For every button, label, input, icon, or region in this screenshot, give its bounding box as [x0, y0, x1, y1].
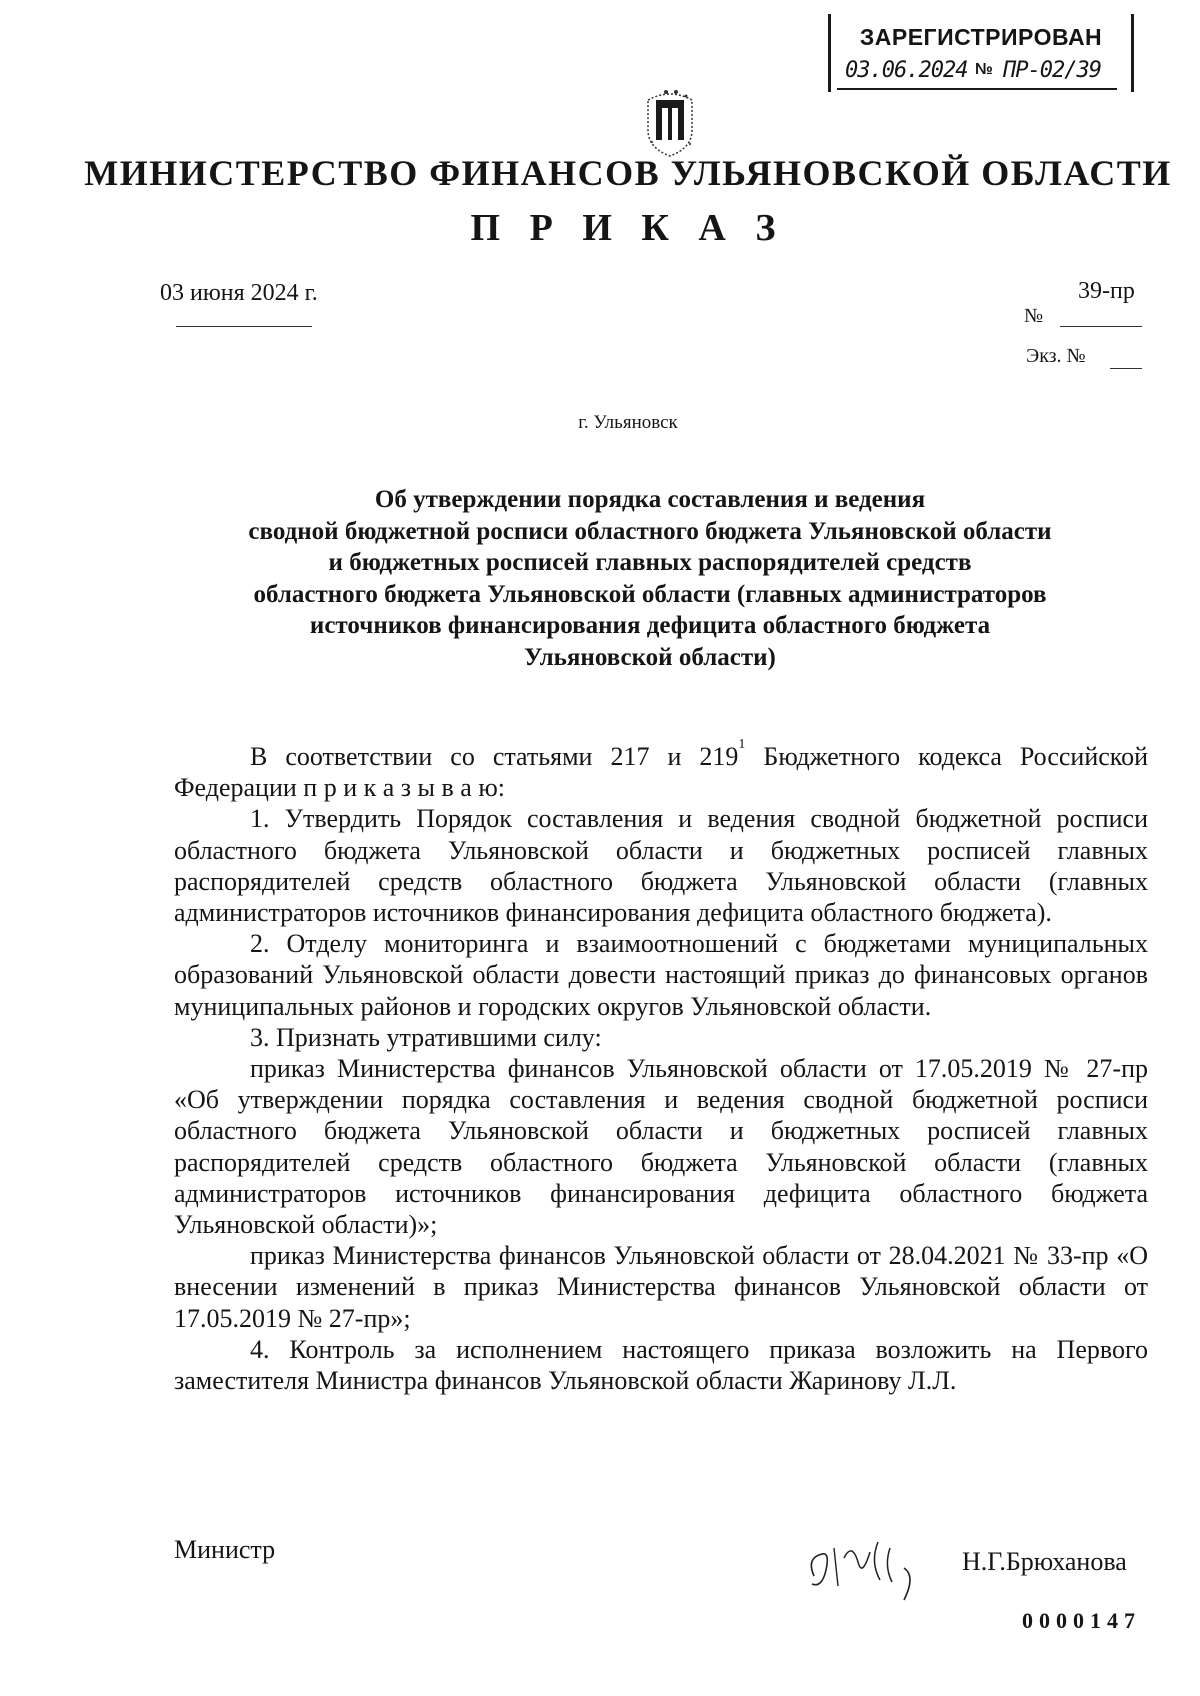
stamp-number: ПР-02/39	[1003, 58, 1101, 83]
ministry-name: МИНИСТЕРСТВО ФИНАНСОВ УЛЬЯНОВСКОЙ ОБЛАСТИ	[84, 153, 1172, 193]
order-item-3: 3. Признать утратившими силу:	[250, 1022, 602, 1052]
order-title-line: и бюджетных росписей главных распорядителей средств	[328, 549, 972, 576]
coat-of-arms-icon	[638, 86, 702, 158]
copy-number-underline	[1110, 368, 1142, 369]
order-number-label: №	[1024, 305, 1044, 327]
signatory-title: Министр	[174, 1535, 276, 1564]
order-item-2: 2. Отделу мониторинга и взаимоотношений с бюджетами муниципальных образований Ульяновской области довести настоящий приказ до финансовых органов муниципальных районов и городских округов Ульяновской области.	[174, 929, 1148, 1021]
order-title-line: Ульяновской области)	[524, 643, 776, 671]
signatory-name: Н.Г.Брюханова	[962, 1547, 1127, 1576]
registration-stamp	[828, 14, 1134, 92]
copy-number-label: Экз. №	[1026, 345, 1086, 367]
order-title-line: Об утверждении порядка составления и ведения	[374, 486, 926, 513]
order-date: 03 июня 2024 г.	[160, 280, 318, 306]
repealed-order-2: приказ Министерства финансов Ульяновской области от 28.04.2021 № 33-пр «О внесении изменений в приказ Министерства финансов Ульяновской области от 17.05.2019 № 27-пр»;	[174, 1241, 1148, 1333]
preamble-paragraph	[174, 737, 1149, 803]
stamp-registration-line	[837, 58, 1117, 90]
order-item-1: 1. Утвердить Порядок составления и ведения сводной бюджетной росписи областного бюджета Ульяновской области и бюджетных росписей главных распорядителей средств областного бюджета Ульяновской области (главных администраторов источников финансирования дефицита областного бюджета).	[174, 804, 1148, 928]
stamp-title: ЗАРЕГИСТРИРОВАН	[859, 24, 1103, 50]
order-number: 39-пр	[1078, 278, 1135, 304]
article-superscript: 1	[738, 737, 746, 752]
handwritten-signature-icon	[800, 1518, 940, 1608]
repealed-order-1: приказ Министерства финансов Ульяновской области от 17.05.2019 № 27-пр «Об утверждении порядка составления и ведения сводной бюджетной росписи областного бюджета Ульяновской области и бюджетных росписей главных распорядителей средств областного бюджета Ульяновской области (главных администраторов источников финансирования дефицита областного бюджета Ульяновской области)»;	[174, 1054, 1148, 1240]
order-item-4: 4. Контроль за исполнением настоящего приказа возложить на Первого заместителя Министра финансов Ульяновской области Жаринову Л.Л.	[174, 1334, 1148, 1396]
order-title-line: областного бюджета Ульяновской области (главных администраторов	[253, 580, 1047, 608]
stamp-date: 03.06.2024	[845, 58, 968, 83]
preamble-text-continued: Бюджетного кодекса Российской Федерации п р и к а з ы в а ю:	[174, 742, 1149, 803]
order-title-line: сводной бюджетной росписи областного бюджета Ульяновской области	[248, 517, 1052, 545]
stamp-number-label: №	[975, 61, 993, 78]
city: г. Ульяновск	[578, 412, 678, 433]
preamble-text: В соответствии со статьями 217 и 219	[250, 742, 739, 771]
serial-number: 0000147	[1022, 1608, 1141, 1633]
document-type: П Р И К А З	[470, 207, 786, 249]
order-title-line: источников финансирования дефицита областного бюджета	[309, 612, 991, 639]
order-title	[160, 484, 1140, 673]
order-body	[174, 737, 1149, 1396]
date-underline	[176, 326, 312, 327]
number-underline	[1060, 326, 1142, 327]
